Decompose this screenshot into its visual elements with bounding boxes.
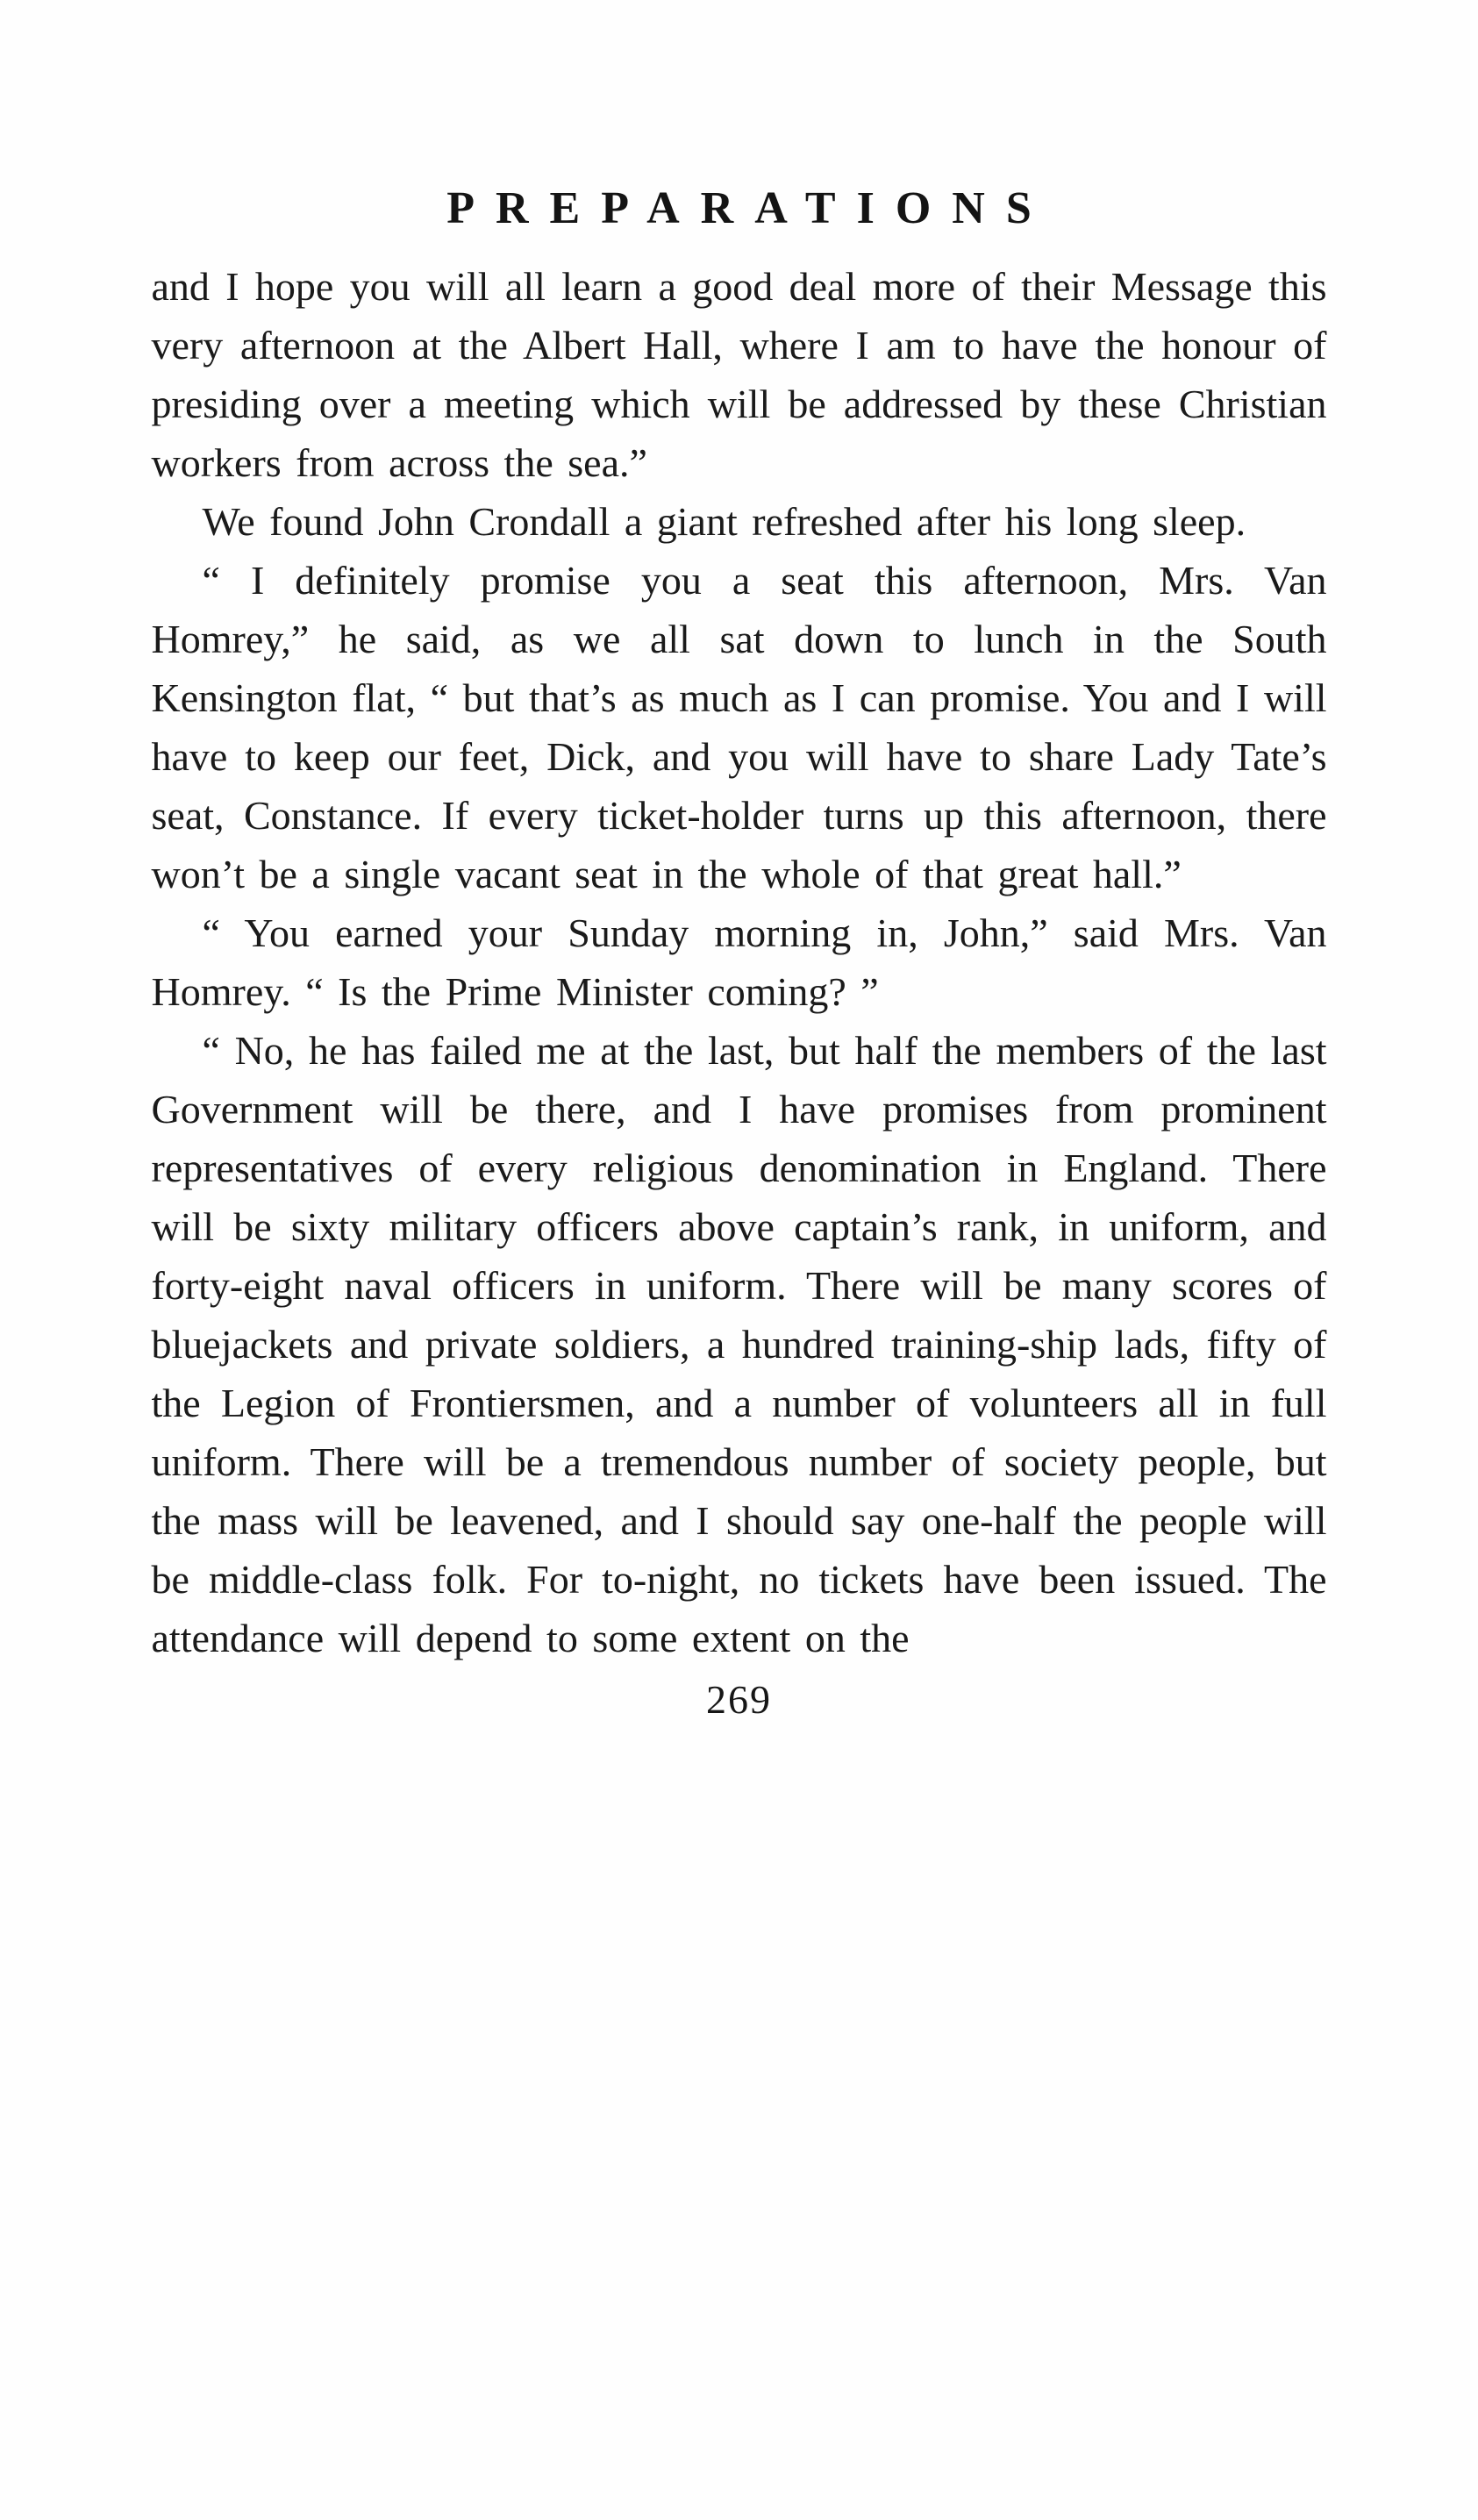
paragraph: “ No, he has failed me at the last, but half the members of the last Government will be there, and I have promises from prominent representatives of every religious denomination in England. There will be sixty military officers above captain’s rank, in uniform, and forty-eight naval officers in uniform. There will be many scores of bluejackets and private soldiers, a hundred training-ship lads, fifty of the Legion of Frontiersmen, and a number of volunteers all in full uniform. There will be a tremendous number of society people, but the mass will be leavened, and I should say one-half the people will be middle-class folk. For to-night, no tickets have been issued. The attendance will depend to some extent on the (151, 1028, 1327, 1660)
paragraph: “ You earned your Sunday morning in, John,” said Mrs. Van Homrey. “ Is the Prime Minister coming? ” (151, 910, 1327, 1014)
paragraph: We found John Crondall a giant refreshed after his long sleep. (202, 499, 1246, 544)
paragraph: “ I definitely promise you a seat this afternoon, Mrs. Van Homrey,” he said, as we all sat down to lunch in the South Kensington flat, “ but that’s as much as I can promise. You and I will have to keep our feet, Dick, and you will have to share Lady Tate’s seat, Constance. If every ticket-holder turns up this afternoon, there won’t be a single vacant seat in the whole of that great hall.” (151, 558, 1327, 896)
paragraph: and I hope you will all learn a good deal more of their Message this very afternoon at the Albert Hall, where I am to have the honour of presiding over a meeting which will be addressed by these Christian workers from across the sea.” (151, 264, 1327, 485)
page-body (152, 257, 1327, 1667)
page-number: 269 (706, 1677, 772, 1722)
page-title: PREPARATIONS (446, 183, 1053, 233)
